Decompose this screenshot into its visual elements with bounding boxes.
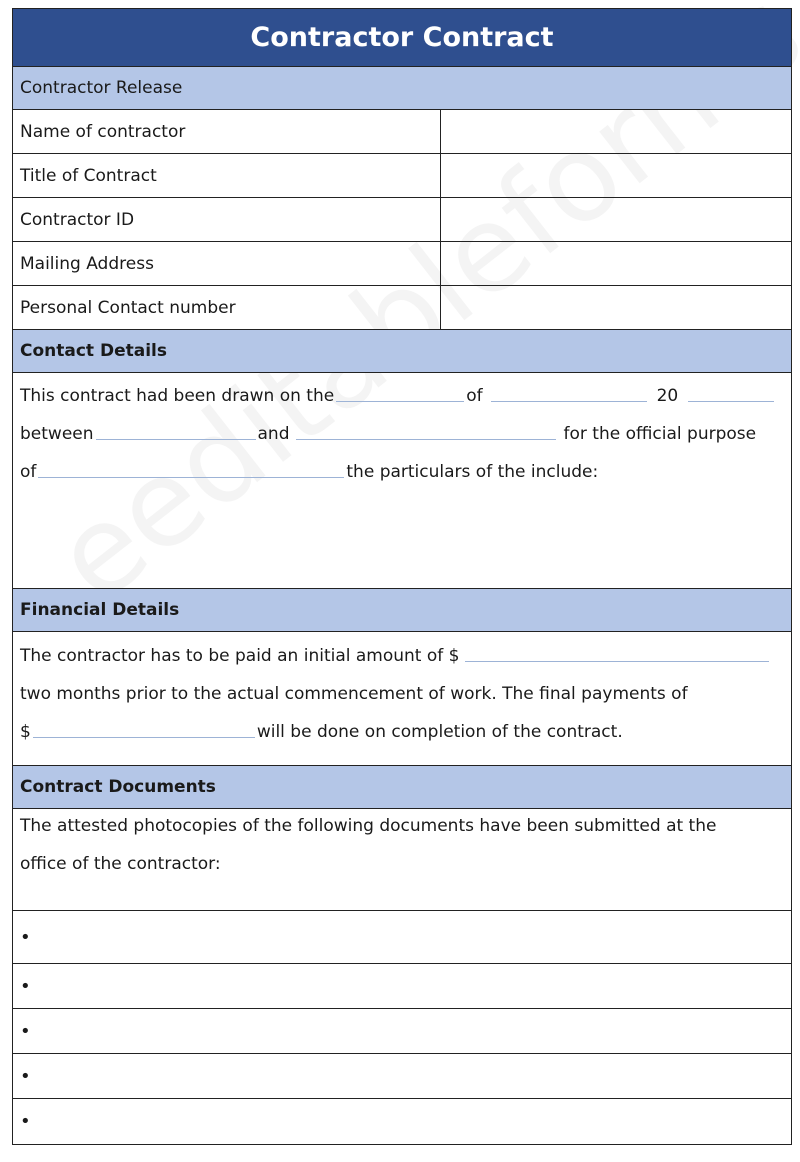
bullet-icon: • (20, 1020, 31, 1042)
document-item[interactable] (13, 911, 791, 964)
bullet-icon: • (20, 1065, 31, 1087)
document-item[interactable] (13, 1054, 791, 1099)
field-row-name (13, 110, 791, 154)
contract-form (12, 8, 792, 1145)
field-row-address (13, 242, 791, 286)
date-blank[interactable] (336, 400, 464, 402)
name-of-contractor-input[interactable] (441, 110, 791, 153)
field-row-phone (13, 286, 791, 330)
month-blank[interactable] (491, 400, 647, 402)
text: and (257, 424, 290, 444)
party-one-blank[interactable] (96, 438, 256, 440)
contractor-id-input[interactable] (441, 198, 791, 241)
text: of (20, 462, 37, 482)
text: of (466, 386, 483, 406)
field-label: Name of contractor (13, 110, 441, 153)
field-label: Title of Contract (13, 154, 441, 197)
text: $ (20, 722, 31, 742)
field-row-title (13, 154, 791, 198)
purpose-blank[interactable] (38, 476, 344, 478)
section-contact-details: Contact Details (13, 330, 791, 373)
bullet-icon: • (20, 1111, 31, 1132)
initial-amount-blank[interactable] (465, 660, 769, 662)
mailing-address-input[interactable] (441, 242, 791, 285)
text: the particulars of the include: (346, 462, 599, 482)
document-item[interactable] (13, 1099, 791, 1144)
section-financial-details: Financial Details (13, 589, 791, 632)
text: will be done on completion of the contract. (256, 722, 623, 742)
field-label: Mailing Address (13, 242, 441, 285)
financial-paragraph (13, 632, 791, 766)
form-title: Contractor Contract (13, 9, 791, 67)
text: This contract had been drawn on the (20, 386, 335, 406)
section-contractor-release: Contractor Release (13, 67, 791, 110)
document-item[interactable] (13, 1009, 791, 1054)
text: for the official purpose (563, 424, 757, 444)
text: office of the contractor: (20, 854, 221, 874)
bullet-icon: • (20, 975, 31, 997)
year-blank[interactable] (688, 400, 774, 402)
final-amount-blank[interactable] (33, 736, 255, 738)
field-label: Personal Contact number (13, 286, 441, 329)
field-row-id (13, 198, 791, 242)
document-item[interactable] (13, 964, 791, 1009)
title-of-contract-input[interactable] (441, 154, 791, 197)
party-two-blank[interactable] (296, 438, 556, 440)
text: The attested photocopies of the following documents have been submitted at the (20, 816, 717, 836)
bullet-icon: • (20, 926, 31, 948)
text: 20 (656, 386, 679, 406)
contact-paragraph (13, 373, 791, 589)
field-label: Contractor ID (13, 198, 441, 241)
text: between (20, 424, 94, 444)
documents-paragraph (13, 809, 791, 911)
text: The contractor has to be paid an initial amount of $ (20, 646, 460, 666)
contact-number-input[interactable] (441, 286, 791, 329)
section-contract-documents: Contract Documents (13, 766, 791, 809)
text: two months prior to the actual commencement of work. The final payments of (20, 684, 688, 704)
